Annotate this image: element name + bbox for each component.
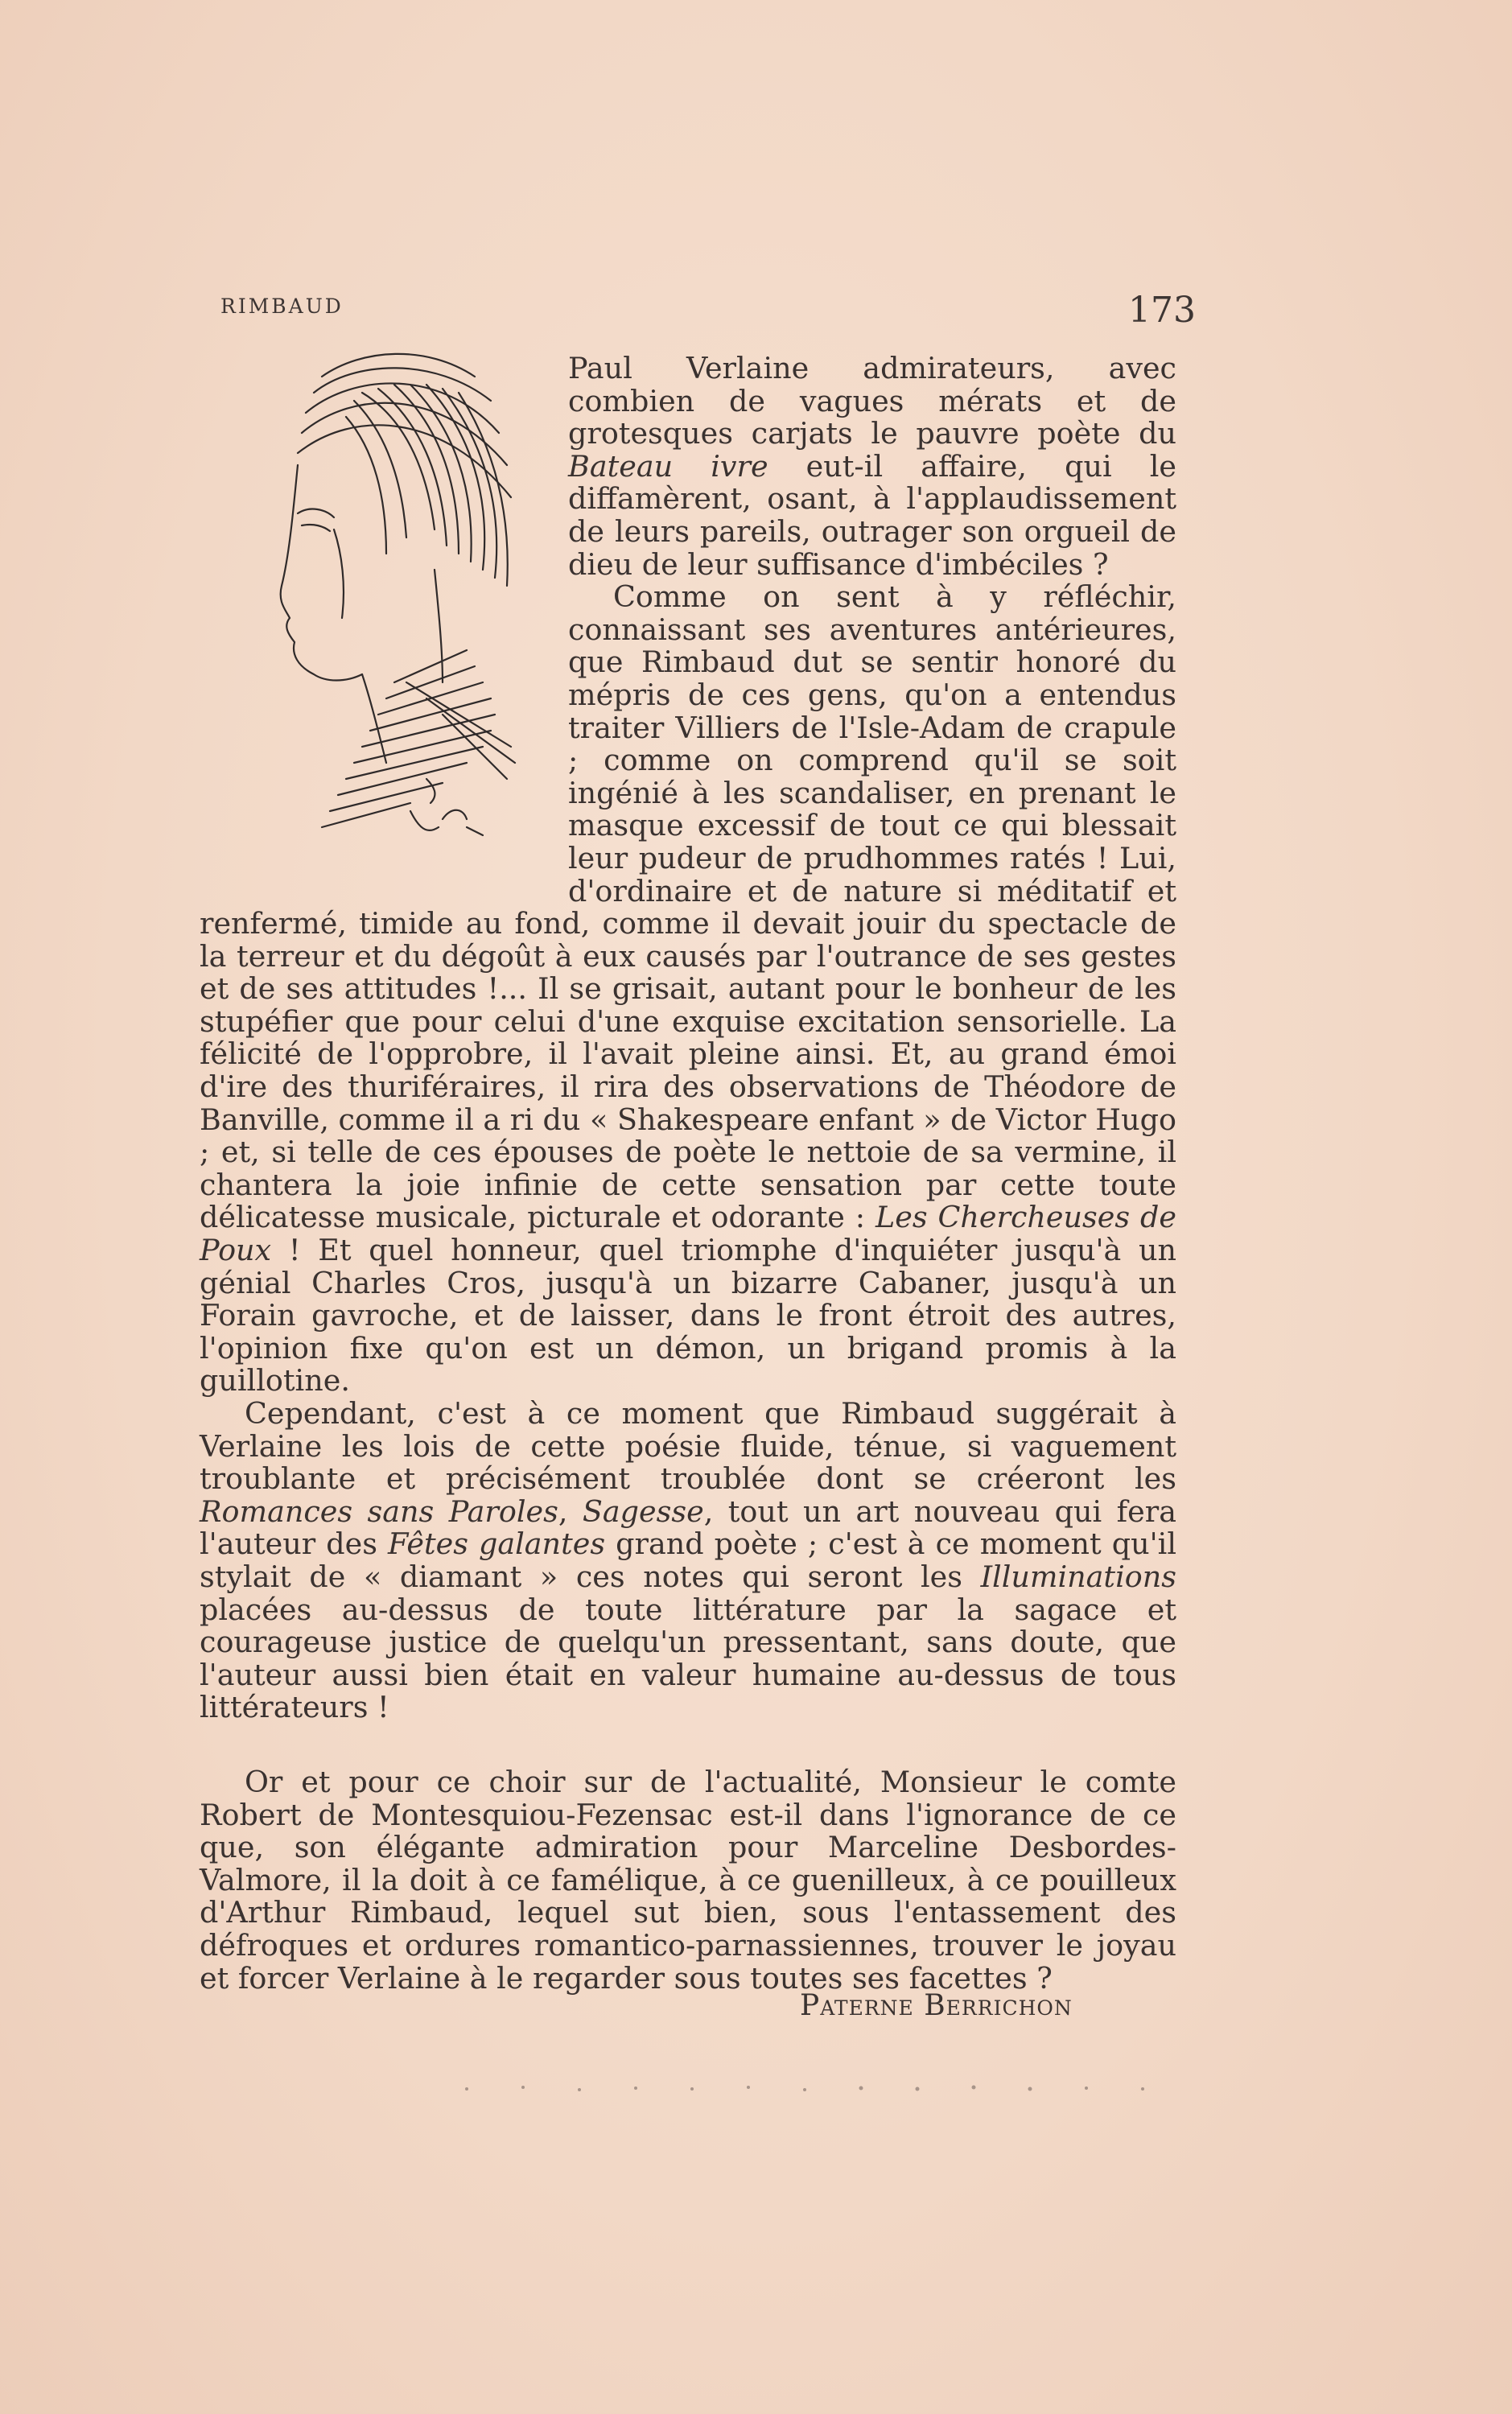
illustration-wrap-spacer xyxy=(200,352,568,900)
paragraph-3-sep: , xyxy=(558,1493,583,1529)
title-bateau-ivre: Bateau ivre xyxy=(568,448,768,484)
paragraph-2-end: ! Et quel honneur, quel triomphe d'inquiéter jusqu'à un génial Charles Cros, jusqu'à un bizarre Cabaner, jusqu'à un Forain gavroche, et de laisser, dans le front étroit des autres, l'opinion fixe qu'on est un démon, un brigand promis à la guillotine. xyxy=(200,1233,1176,1399)
paragraph-2-text: Comme on sent à y réfléchir, connaissant ses aventures antérieures, que Rimbaud dut se sentir honoré du mépris de ces gens, qu'on a entendus traiter Villiers de l'Isle-Adam de crapule ; comme on comprend qu'il se soit ingénié à les scandaliser, en prenant le masque excessif de tout ce qui blessait leur pudeur de prudhommes ratés ! Lui, d'ordinaire et de nature si méditatif et renfermé, timide au fond, comme il devait jouir du spectacle de la terreur et du dégoût à eux causés par l'outrance de ses gestes et de ses attitudes !... Il se grisait, autant pour le bonheur de les stupéfier que pour celui d'une exquise excitation sensorielle. La félicité de l'opprobre, il l'avait pleine ainsi. Et, au grand émoi d'ire des thuriféraires, il rira des observations de Théodore de Banville, comme il a ri du « Shakespeare enfant » de Victor Hugo ; et, si telle de ces épouses de poète le nettoie de sa vermine, il chantera la joie infinie de cette sensation par cette toute délicatesse musicale, picturale et odorante : xyxy=(200,579,1176,1235)
paragraph-4: Or et pour ce choir sur de l'actualité, Monsieur le comte Robert de Montesquiou-Fezensac est-il dans l'ignorance de ce que, son élégante admiration pour Marceline Desbordes-Valmore, il la doit à ce famélique, à ce guenilleux, à ce pouilleux d'Arthur Rimbaud, lequel sut bien, sous l'entassement des défroques et ordures romantico-parnassiennes, trouver le joyau et forcer Verlaine à le regarder sous toutes ses facettes ? xyxy=(200,1764,1176,1996)
running-title: RIMBAUD xyxy=(220,295,344,318)
title-romances: Romances sans Paroles xyxy=(200,1493,558,1529)
title-fetes-galantes: Fêtes galantes xyxy=(388,1526,606,1562)
paragraph-3-end: placées au-dessus de toute littérature par la sagace et courageuse justice de quelqu'un pressentant, sans doute, que l'auteur aussi bien était en valeur humaine au-dessus de tous littérateurs ! xyxy=(200,1592,1176,1725)
paragraph-3 xyxy=(200,1398,1176,1724)
print-specks xyxy=(451,2081,1159,2097)
page-number: 173 xyxy=(1128,290,1196,331)
paragraph-3-mid2: grand poète ; c'est à ce moment qu'il stylait de « diamant » ces notes qui seront les xyxy=(200,1526,1176,1594)
title-chercheuses-de-poux: Les Chercheuses de Poux xyxy=(200,1200,1176,1268)
title-sagesse: Sagesse xyxy=(582,1493,704,1529)
paragraph-3-text: Cependant, c'est à ce moment que Rimbaud suggérait à Verlaine les lois de cette poésie fluide, ténue, si vaguement troublante et précisément troublée dont se créeront les xyxy=(200,1396,1176,1497)
paragraph-1-end: eut-il affaire, qui le diffamèrent, osant, à l'applaudissement de leurs pareils, outrager son orgueil de dieu de leur suffisance d'imbéciles ? xyxy=(568,448,1176,582)
article-text xyxy=(200,352,1176,1995)
paragraph-1-text: Paul Verlaine admirateurs, avec combien de vagues mérats et de grotesques carjats le pauvre poète du xyxy=(568,351,1176,451)
title-illuminations: Illuminations xyxy=(980,1559,1176,1594)
paragraph-3-mid: , tout un art nouveau qui fera l'auteur des xyxy=(200,1493,1176,1562)
author-signature: Paterne Berrichon xyxy=(800,1989,1073,2022)
